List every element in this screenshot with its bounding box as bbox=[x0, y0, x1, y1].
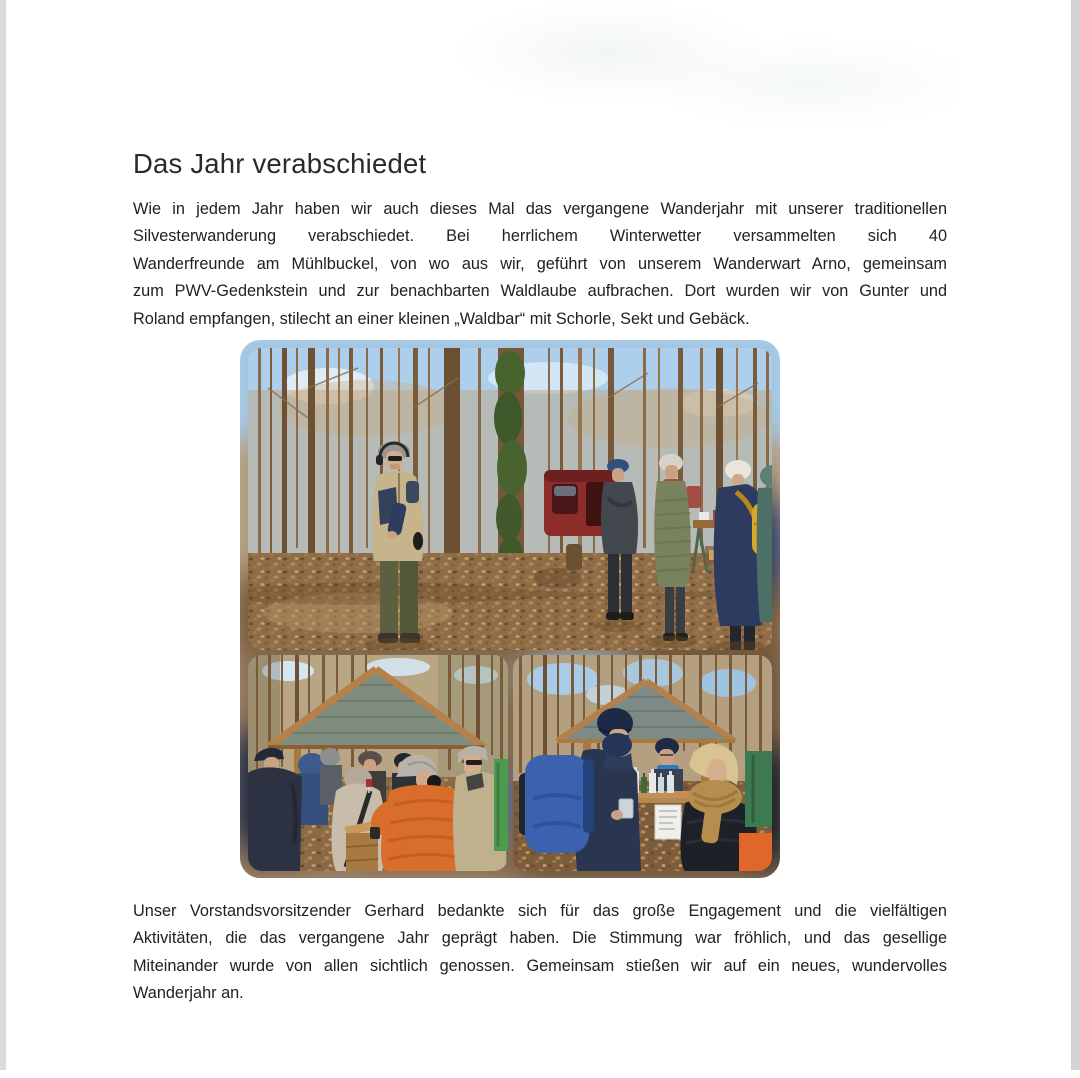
photo-shelter-group-left bbox=[248, 655, 508, 871]
text-line: Miteinander wurde von allen sichtlich genossen. Gemeinsam stießen wir auf ein neues, wundervolles bbox=[133, 956, 947, 975]
paragraph-intro bbox=[133, 196, 947, 333]
photo-forest-gathering bbox=[248, 348, 772, 650]
text-line: Unser Vorstandsvorsitzender Gerhard bedankte sich für das große Engagement und die vielfältigen bbox=[133, 902, 947, 920]
ivy-tree bbox=[494, 348, 527, 573]
page-edge-left bbox=[0, 0, 6, 1070]
background-smudge bbox=[460, 0, 960, 150]
text-line: Wanderfreunde am Mühlbuckel, von wo aus wir, geführt von unserem Wanderwart Arno, gemeinsam bbox=[133, 254, 947, 273]
paragraph-closing bbox=[133, 898, 947, 1008]
man-second-beanie bbox=[602, 733, 633, 769]
text-line: Roland empfangen, stilecht an einer kleinen „Waldbar“ mit Schorle, Sekt und Gebäck. bbox=[133, 309, 750, 328]
page-title: Das Jahr verabschiedet bbox=[133, 148, 427, 179]
person-green-jacket bbox=[494, 759, 508, 851]
text-line: Aktivitäten, die das vergangene Jahr geprägt haben. Die Stimmung war fröhlich, und das gesellige bbox=[133, 929, 947, 948]
text-line: Wanderjahr an. bbox=[133, 984, 244, 1003]
page-edge-right bbox=[1071, 0, 1080, 1070]
photo-collage bbox=[240, 340, 780, 878]
person-teal-jacket bbox=[757, 465, 772, 622]
photo-shelter-group-right bbox=[513, 655, 772, 871]
text-line: Wie in jedem Jahr haben wir auch dieses Mal das vergangene Wanderjahr mit unserer traditionellen bbox=[133, 200, 947, 218]
text-line: Silvesterwanderung verabschiedet. Bei herrlichem Winterwetter versammelten sich 40 bbox=[133, 227, 947, 246]
paper-sign bbox=[655, 805, 681, 839]
text-line: zum PWV-Gedenkstein und zur benachbarten Waldlaube aufbrachen. Dort wurden wir von Gunter und bbox=[133, 282, 947, 301]
